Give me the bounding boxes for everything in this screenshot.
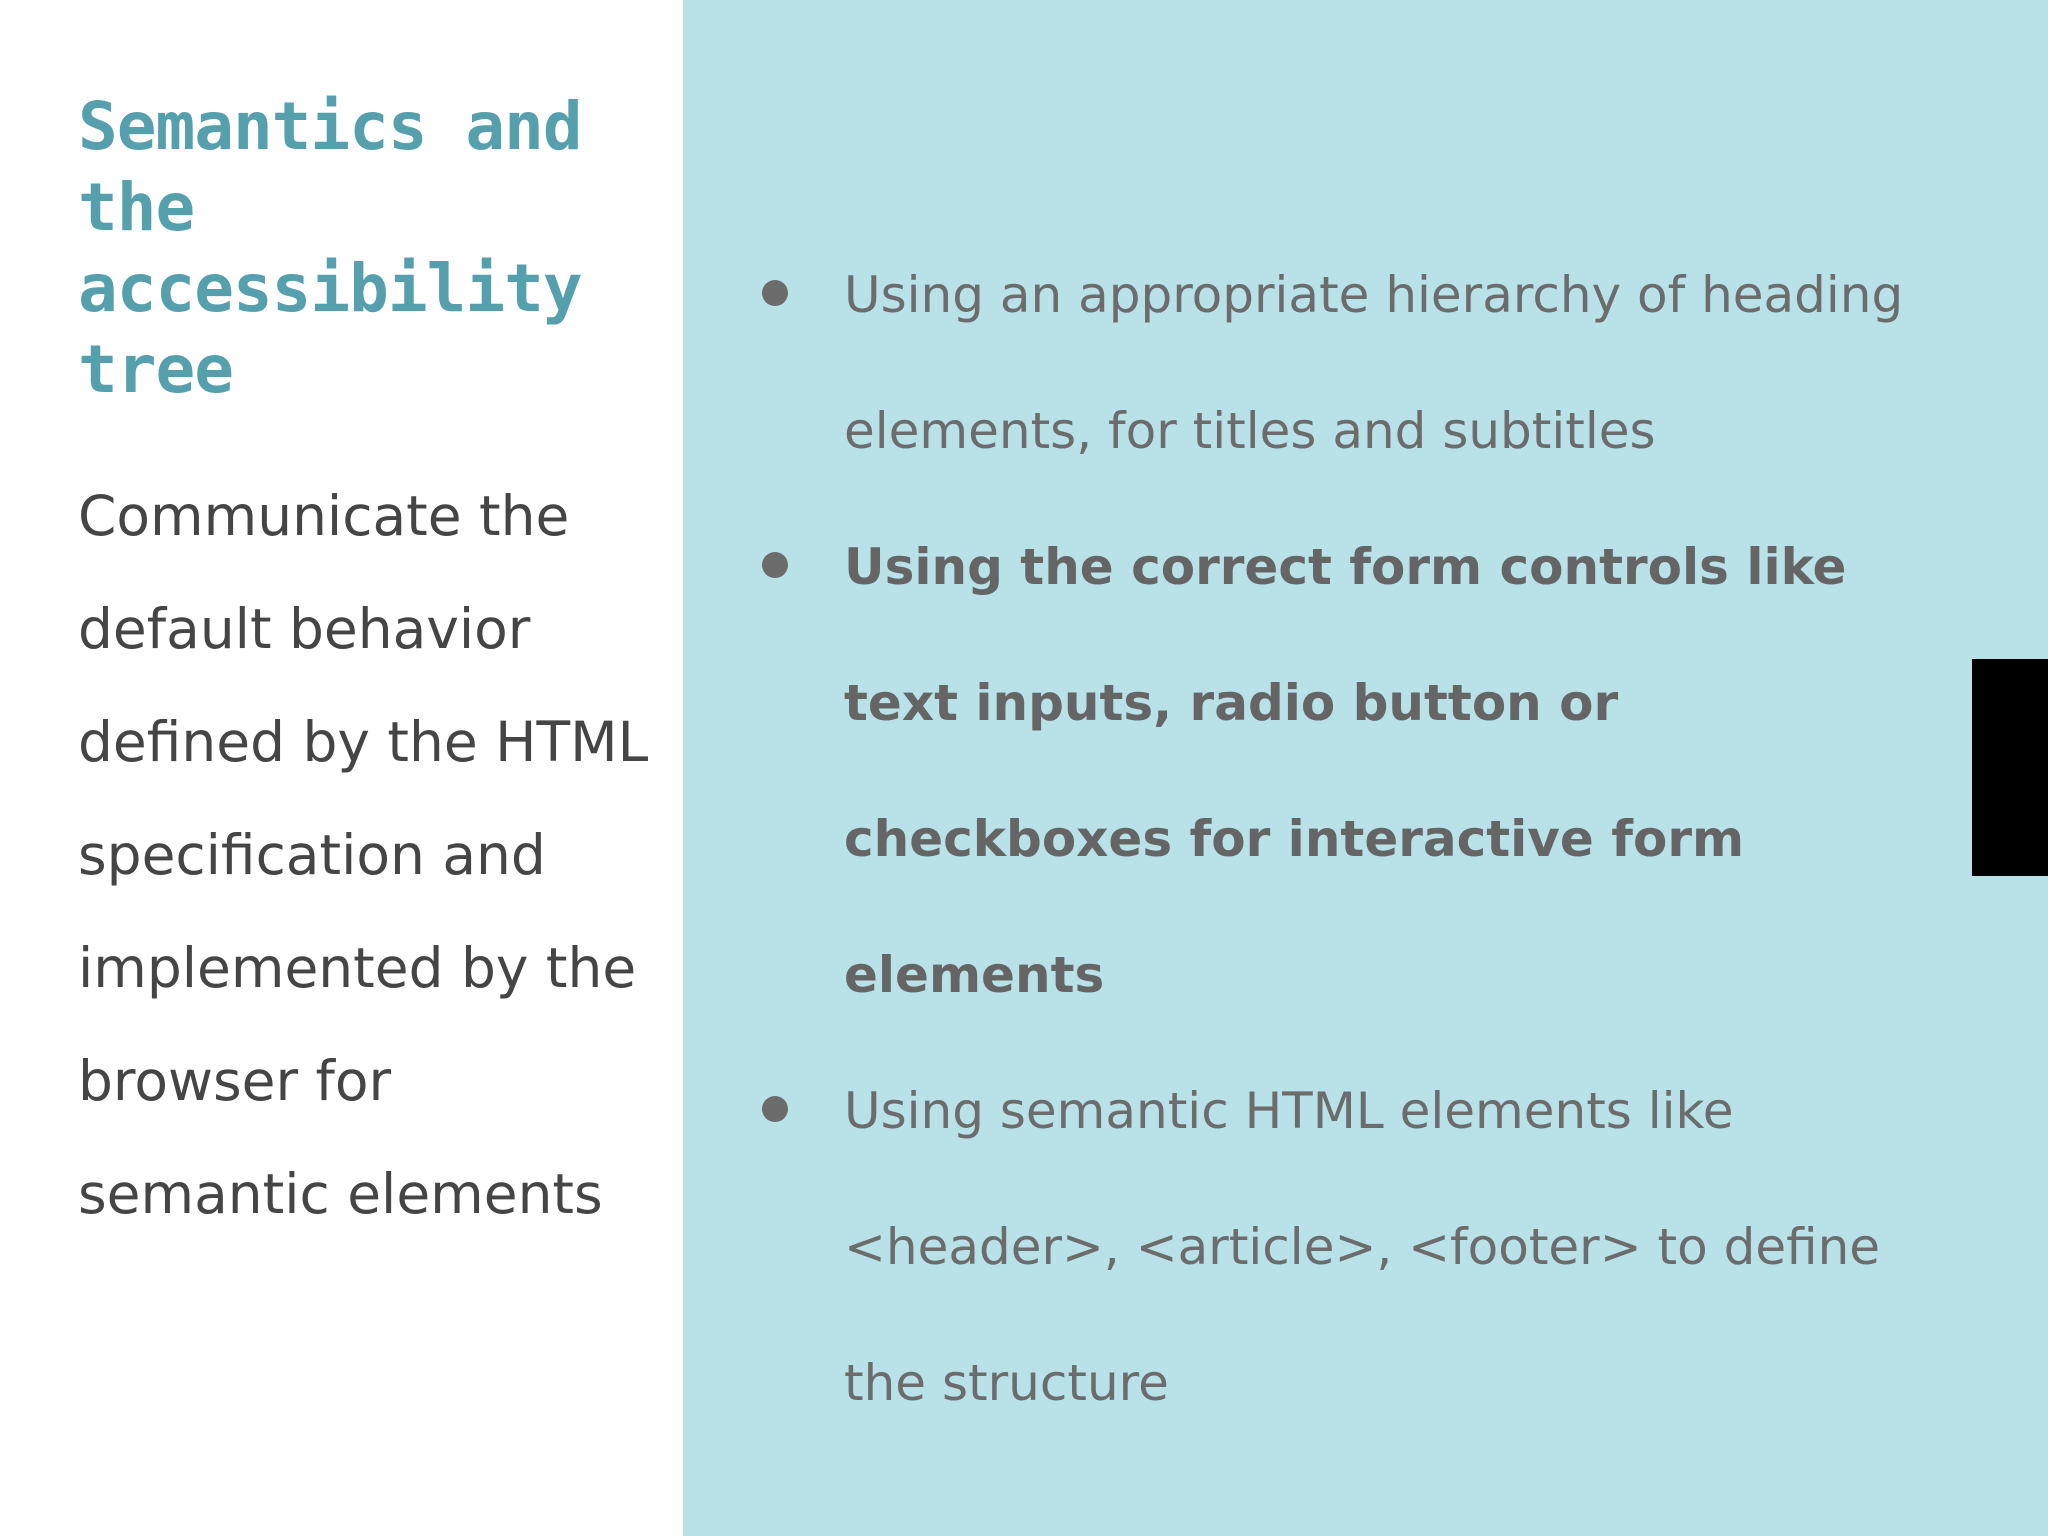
bullet-text: Using an appropriate hierarchy of heading elements, for titles and subtitles bbox=[844, 266, 1904, 460]
bullet-item-semantic-elements bbox=[752, 1043, 1952, 1451]
left-panel bbox=[0, 0, 683, 1536]
bullet-dot-icon bbox=[762, 1096, 788, 1122]
slide-subtitle: Communicate the default behavior defined by the HTML specification and implemented by the browser for semantic elements bbox=[78, 484, 649, 1226]
slide-title: Semantics and the accessibility tree bbox=[78, 88, 582, 408]
bullet-text: Using the correct form controls like text inputs, radio button or checkboxes for interactive form elements bbox=[844, 538, 1847, 1004]
bullet-list bbox=[752, 227, 1952, 1451]
black-edge-block bbox=[1972, 659, 2048, 876]
bullet-item-form-controls bbox=[752, 499, 1952, 1043]
bullet-text: Using semantic HTML elements like <header>, <article>, <footer> to define the structure bbox=[844, 1082, 1881, 1412]
bullet-dot-icon bbox=[762, 280, 788, 306]
bullet-dot-icon bbox=[762, 552, 788, 578]
bullet-item-heading-hierarchy bbox=[752, 227, 1952, 499]
